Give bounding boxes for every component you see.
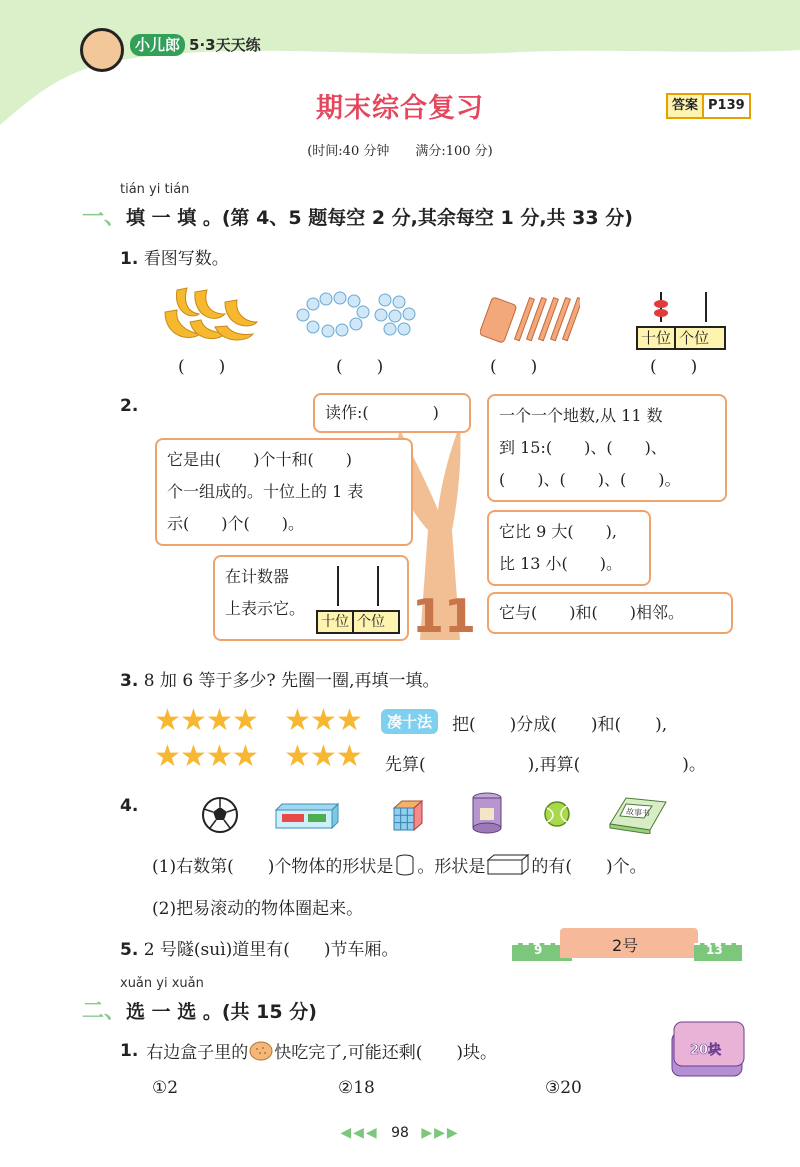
toothpaste-box-icon[interactable]: [272, 802, 342, 830]
count-line2: 到 15:( )、( )、: [499, 438, 667, 457]
option-3[interactable]: ③20: [545, 1078, 582, 1098]
q2-ones-label: 个位: [352, 612, 388, 632]
compare-line2: 比 13 小( )。: [499, 554, 623, 573]
star-icon: ★: [336, 739, 363, 774]
beads-image: [293, 290, 423, 340]
q5[interactable]: [120, 935, 399, 960]
train-car-right: [694, 943, 742, 961]
counter-line1: 在计数器: [225, 567, 290, 586]
q4-line1-b: 。形状是: [417, 857, 486, 877]
q5-text: 2 号隧(suì)道里有( )节车厢。: [143, 940, 399, 960]
page-number: 98: [391, 1125, 409, 1141]
star-icon: ★: [336, 703, 363, 738]
read-box[interactable]: 读作:( ): [313, 393, 471, 433]
star-icon: ★: [310, 739, 337, 774]
neighbor-box[interactable]: 它与( )和( )相邻。: [487, 592, 733, 634]
q3: [120, 666, 439, 691]
option-2[interactable]: ②18: [338, 1078, 375, 1098]
q4: [120, 796, 138, 816]
q2-abacus-labels: [316, 610, 400, 634]
brand-main: 小儿郎: [130, 34, 185, 56]
cylinder-shape-icon: [394, 854, 416, 876]
q1-answer-4[interactable]: ( ): [650, 357, 698, 377]
q4-line1-a: (1)右数第( )个物体的形状是: [152, 857, 394, 877]
biscuit-icon: [248, 1040, 274, 1062]
section2-pinyin: xuǎn yi xuǎn: [120, 976, 204, 991]
star-icon: ★: [232, 703, 259, 738]
train-car-left-number: 9: [534, 943, 543, 957]
sticks-image: [480, 292, 580, 344]
section2-heading: [82, 994, 317, 1025]
star-icon: ★: [180, 703, 207, 738]
q1: [120, 244, 229, 269]
star-icon: ★: [154, 739, 181, 774]
star-icon: ★: [284, 739, 311, 774]
mascot-logo-icon: [80, 28, 124, 72]
arrows-left-icon: ◀◀◀: [340, 1125, 379, 1141]
box-label: 20块: [690, 1043, 722, 1058]
star-icon: ★: [310, 703, 337, 738]
section1-number: 一、: [82, 205, 127, 230]
star-icon: ★: [206, 739, 233, 774]
q3-line1[interactable]: 把( )分成( )和( ),: [452, 715, 668, 735]
cuboid-shape-icon: [486, 854, 530, 876]
q4-label: 4.: [120, 796, 139, 816]
compose-line2: 个一组成的。十位上的 1 表: [167, 482, 364, 501]
tunnel-label: 2号: [612, 936, 639, 955]
counter-line2: 上表示它。: [225, 599, 306, 618]
q1-text: 看图写数。: [143, 249, 229, 269]
section2-number: 二、: [82, 999, 127, 1024]
q1-answer-3[interactable]: ( ): [490, 357, 538, 377]
s2-q1-text-a: 右边盒子里的: [146, 1043, 249, 1063]
q4-line1[interactable]: [152, 852, 647, 877]
q3-text: 8 加 6 等于多少? 先圈一圈,再填一填。: [143, 671, 440, 691]
page-footer: [0, 1125, 800, 1141]
tea-can-icon[interactable]: [470, 792, 504, 834]
q3-label: 3.: [120, 671, 139, 691]
compose-line3: 示( )个( )。: [167, 514, 304, 533]
arrows-right-icon: ▶▶▶: [421, 1125, 460, 1141]
compare-box[interactable]: [487, 510, 651, 586]
tree-number: 11: [412, 589, 477, 640]
star-icon: ★: [206, 703, 233, 738]
tunnel-image: [560, 928, 698, 958]
storybook-icon[interactable]: [608, 796, 668, 834]
q4-line2: (2)把易滚动的物体圈起来。: [152, 899, 364, 919]
tennis-ball-icon[interactable]: [543, 800, 571, 828]
q5-label: 5.: [120, 940, 139, 960]
compose-line1: 它是由( )个十和( ): [167, 450, 352, 469]
answer-badge[interactable]: [666, 93, 751, 119]
ones-label: 个位: [674, 328, 712, 348]
star-icon: ★: [284, 703, 311, 738]
section1-title: 填 一 填 。(第 4、5 题每空 2 分,其余每空 1 分,共 33 分): [126, 207, 633, 229]
s2-q1-text-b: 快吃完了,可能还剩( )块。: [274, 1043, 497, 1063]
abacus-image: [636, 292, 726, 350]
q1-answer-1[interactable]: ( ): [178, 357, 226, 377]
compose-box[interactable]: [155, 438, 413, 546]
q1-answer-2[interactable]: ( ): [336, 357, 384, 377]
count-line3: ( )、( )、( )。: [499, 470, 681, 489]
tens-label: 十位: [641, 329, 672, 347]
section1-heading: [82, 200, 633, 231]
brand-sub: 5·3天天练: [189, 36, 261, 54]
brand: [130, 34, 261, 55]
book-label: 故事书: [625, 807, 651, 818]
biscuit-box-image: [668, 1018, 748, 1080]
section2-title: 选 一 选 。(共 15 分): [126, 1001, 317, 1023]
make-ten-tag: 凑十法: [381, 709, 438, 734]
q4-line1-c: 的有( )个。: [531, 857, 647, 877]
count-line1: 一个一个地数,从 11 数: [499, 406, 663, 425]
count-box[interactable]: [487, 394, 727, 502]
option-1[interactable]: ①2: [152, 1078, 179, 1098]
time-info: (时间:40 分钟 满分:100 分): [307, 144, 493, 159]
s2-q1[interactable]: [120, 1038, 497, 1063]
star-icon: ★: [180, 739, 207, 774]
q2-label: 2.: [120, 396, 139, 416]
abacus-labels: [636, 326, 726, 350]
q2-abacus[interactable]: [316, 566, 400, 634]
bananas-image: [155, 282, 265, 344]
train-car-right-number: 13: [706, 943, 723, 957]
s2-q1-label: 1.: [120, 1040, 139, 1061]
cube-icon[interactable]: [390, 798, 426, 834]
q2: [120, 396, 138, 416]
page-title: 期末综合复习: [316, 93, 484, 124]
star-icon: ★: [232, 739, 259, 774]
answer-page: P139: [702, 95, 749, 117]
soccer-ball-icon[interactable]: [200, 795, 240, 835]
q3-line2[interactable]: 先算( ),再算( )。: [385, 755, 706, 775]
answer-label: 答案: [672, 98, 699, 113]
compare-line1: 它比 9 大( ),: [499, 522, 617, 541]
section1-pinyin: tián yi tián: [120, 182, 190, 197]
q2-tens-label: 十位: [321, 614, 349, 630]
star-icon: ★: [154, 703, 181, 738]
q1-label: 1.: [120, 249, 139, 269]
